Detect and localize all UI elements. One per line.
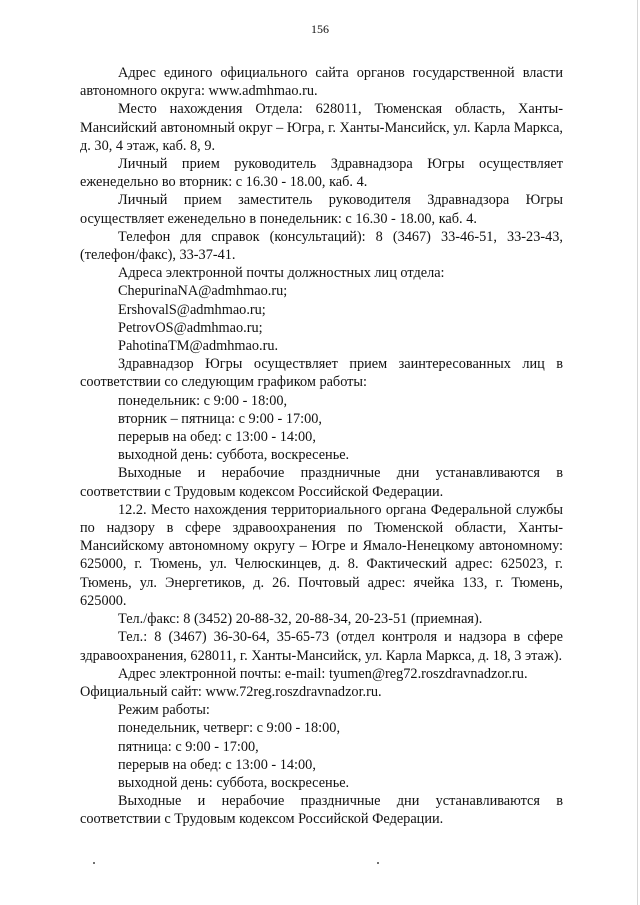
paragraph-official-site: Адрес единого официального сайта органов государственной власти автономного округа: www.admhmao.ru. <box>80 65 563 100</box>
paragraph-tel-control: Тел.: 8 (3467) 36-30-64, 35-65-73 (отдел контроля и надзора в сфере здравоохранения, 628011, г. Ханты-Мансийск, ул. Карла Маркса, д. 18, 3 этаж). <box>80 629 563 664</box>
paragraph-schedule-intro: Здравнадзор Югры осуществляет прием заинтересованных лиц в соответствии со следующим графиком работы: <box>80 356 563 391</box>
email-address: ChepurinaNA@admhmao.ru; <box>118 283 288 300</box>
scan-speck <box>93 862 95 864</box>
paragraph-tel-fax: Тел./факс: 8 (3452) 20-88-32, 20-88-34, 20-23-51 (приемная). <box>118 611 483 628</box>
schedule-line: выходной день: суббота, воскресенье. <box>118 774 350 791</box>
schedule-line: выходной день: суббота, воскресенье. <box>118 447 350 464</box>
scan-speck <box>377 862 379 864</box>
schedule-line: понедельник: с 9:00 - 18:00, <box>118 392 288 409</box>
scan-edge-line <box>637 0 638 905</box>
schedule-line: перерыв на обед: с 13:00 - 14:00, <box>118 756 316 773</box>
paragraph-head-reception: Личный прием руководитель Здравнадзора Югры осуществляет еженедельно во вторник: с 16.30 - 18.00, каб. 4. <box>80 156 563 191</box>
schedule-line: вторник – пятница: с 9:00 - 17:00, <box>118 410 323 427</box>
email-address: PahotinaTM@admhmao.ru. <box>118 338 279 355</box>
paragraph-emails-intro: Адреса электронной почты должностных лиц отдела: <box>118 265 445 282</box>
paragraph-deputy-reception: Личный прием заместитель руководителя Здравнадзора Югры осуществляет еженедельно в понедельник: с 16.30 - 18.00, каб. 4. <box>80 192 563 227</box>
schedule-line: пятница: с 9:00 - 17:00, <box>118 738 259 755</box>
schedule-line: перерыв на обед: с 13:00 - 14:00, <box>118 429 316 446</box>
paragraph-department-location: Место нахождения Отдела: 628011, Тюменская область, Ханты-Мансийский автономный округ – Югра, г. Ханты-Мансийск, ул. Карла Маркса, д. 30, 4 этаж, каб. 8, 9. <box>80 101 563 154</box>
page-body <box>80 64 563 829</box>
work-mode-label: Режим работы: <box>118 702 210 719</box>
page-number: 156 <box>311 22 329 36</box>
schedule-line: понедельник, четверг: с 9:00 - 18:00, <box>118 720 341 737</box>
paragraph-section-12-2: 12.2. Место нахождения территориального органа Федеральной службы по надзору в сфере здравоохранения по Тюменской области, Ханты-Мансийскому автономному округу – Югре и Ямало-Ненецкому автономному: 625000, г. Тюмень, ул. Челюскинцев, д. 8. Фактический адрес: 625023, г. Тюмень, ул. Энергетиков, д. 26. Почтовый адрес: ячейка 133, г. Тюмень, 625000. <box>80 501 563 609</box>
paragraph-official-website: Официальный сайт: www.72reg.roszdravnadzor.ru. <box>80 683 382 700</box>
paragraph-holidays: Выходные и нерабочие праздничные дни устанавливаются в соответствии с Трудовым кодексом Российской Федерации. <box>80 465 563 500</box>
paragraph-holidays: Выходные и нерабочие праздничные дни устанавливаются в соответствии с Трудовым кодексом Российской Федерации. <box>80 793 563 828</box>
email-address: PetrovOS@admhmao.ru; <box>118 319 263 336</box>
paragraph-email: Адрес электронной почты: e-mail: tyumen@reg72.roszdravnadzor.ru. <box>118 665 528 682</box>
email-address: ErshovalS@admhmao.ru; <box>118 301 266 318</box>
paragraph-phone: Телефон для справок (консультаций): 8 (3467) 33-46-51, 33-23-43, (телефон/факс), 33-37-41. <box>80 228 563 264</box>
